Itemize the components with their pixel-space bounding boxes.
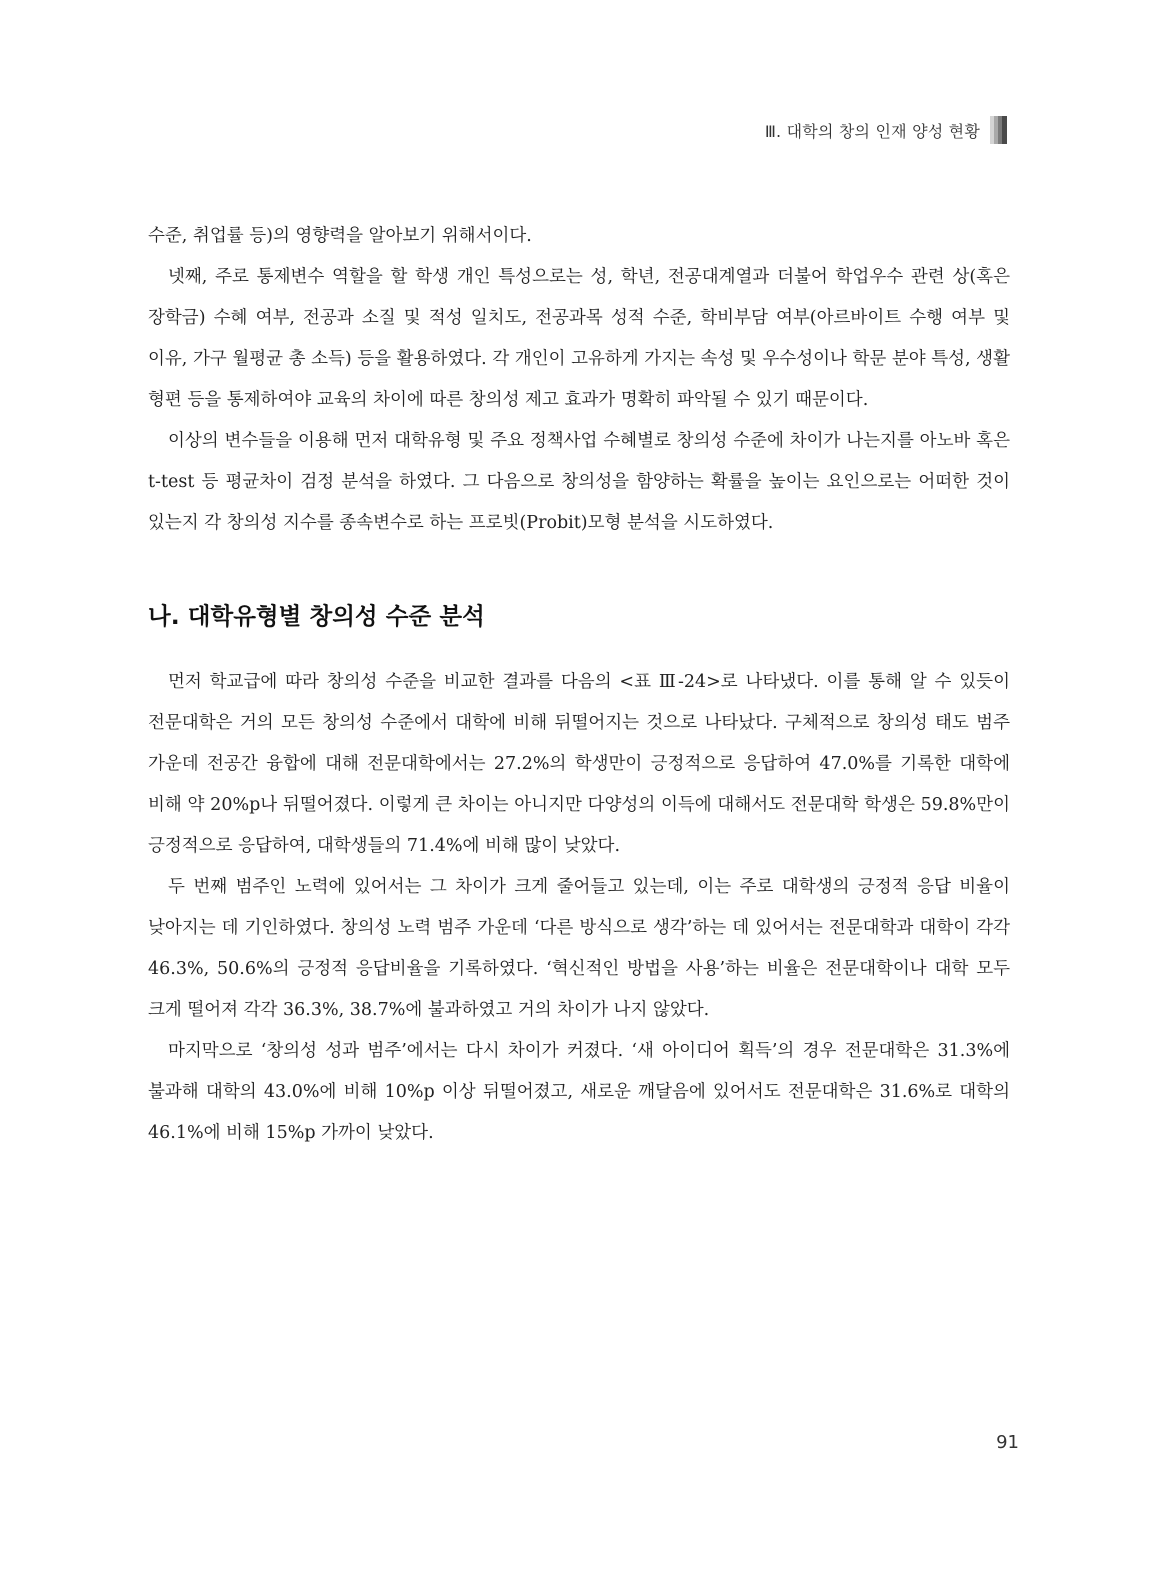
running-header — [765, 116, 1007, 144]
page-body — [148, 216, 1010, 1154]
body-paragraph: 먼저 학교급에 따라 창의성 수준을 비교한 결과를 다음의 <표 Ⅲ-24>로 나타냈다. 이를 통해 알 수 있듯이 전문대학은 거의 모든 창의성 수준에서 대학에 비해 뒤떨어지는 것으로 나타났다. 구체적으로 창의성 태도 범주 가운데 전공간 융합에 대해 전문대학에서는 27.2%의 학생만이 긍정적으로 응답하여 47.0%를 기록한 대학에 비해 약 20%p나 뒤떨어졌다. 이렇게 큰 차이는 아니지만 다양성의 이득에 대해서도 전문대학 학생은 59.8%만이 긍정적으로 응답하여, 대학생들의 71.4%에 비해 많이 낮았다. — [148, 672, 1010, 856]
body-paragraph: 이상의 변수들을 이용해 먼저 대학유형 및 주요 정책사업 수혜별로 창의성 수준에 차이가 나는지를 아노바 혹은 t-test 등 평균차이 검정 분석을 하였다. 그 다음으로 창의성을 함양하는 확률을 높이는 요인으로는 어떠한 것이 있는지 각 창의성 지수를 종속변수로 하는 프로빗(Probit)모형 분석을 시도하였다. — [148, 431, 1010, 533]
header-bar-mark — [990, 116, 1007, 144]
page-number: 91 — [996, 1432, 1019, 1453]
body-paragraph: 두 번째 범주인 노력에 있어서는 그 차이가 크게 줄어들고 있는데, 이는 주로 대학생의 긍정적 응답 비율이 낮아지는 데 기인하였다. 창의성 노력 범주 가운데 ‘다른 방식으로 생각’하는 데 있어서는 전문대학과 대학이 각각 46.3%, 50.6%의 긍정적 응답비율을 기록하였다. ‘혁신적인 방법을 사용’하는 비율은 전문대학이나 대학 모두 크게 떨어져 각각 36.3%, 38.7%에 불과하였고 거의 차이가 나지 않았다. — [148, 877, 1010, 1020]
body-paragraph: 마지막으로 ‘창의성 성과 범주’에서는 다시 차이가 커졌다. ‘새 아이디어 획득’의 경우 전문대학은 31.3%에 불과해 대학의 43.0%에 비해 10%p 이상 뒤떨어졌고, 새로운 깨달음에 있어서도 전문대학은 31.6%로 대학의 46.1%에 비해 15%p 가까이 낮았다. — [148, 1041, 1010, 1143]
header-bar-segment — [1002, 116, 1007, 144]
body-paragraph: 넷째, 주로 통제변수 역할을 할 학생 개인 특성으로는 성, 학년, 전공대계열과 더불어 학업우수 관련 상(혹은 장학금) 수혜 여부, 전공과 소질 및 적성 일치도, 전공과목 성적 수준, 학비부담 여부(아르바이트 수행 여부 및 이유, 가구 월평균 총 소득) 등을 활용하였다. 각 개인이 고유하게 가지는 속성 및 우수성이나 학문 분야 특성, 생활 형편 등을 통제하여야 교육의 차이에 따른 창의성 제고 효과가 명확히 파악될 수 있기 때문이다. — [148, 267, 1010, 410]
section-heading: 나. 대학유형별 창의성 수준 분석 — [148, 602, 485, 630]
body-paragraph: 수준, 취업률 등)의 영향력을 알아보기 위해서이다. — [148, 226, 532, 246]
running-header-title: Ⅲ. 대학의 창의 인재 양성 현황 — [764, 121, 980, 141]
